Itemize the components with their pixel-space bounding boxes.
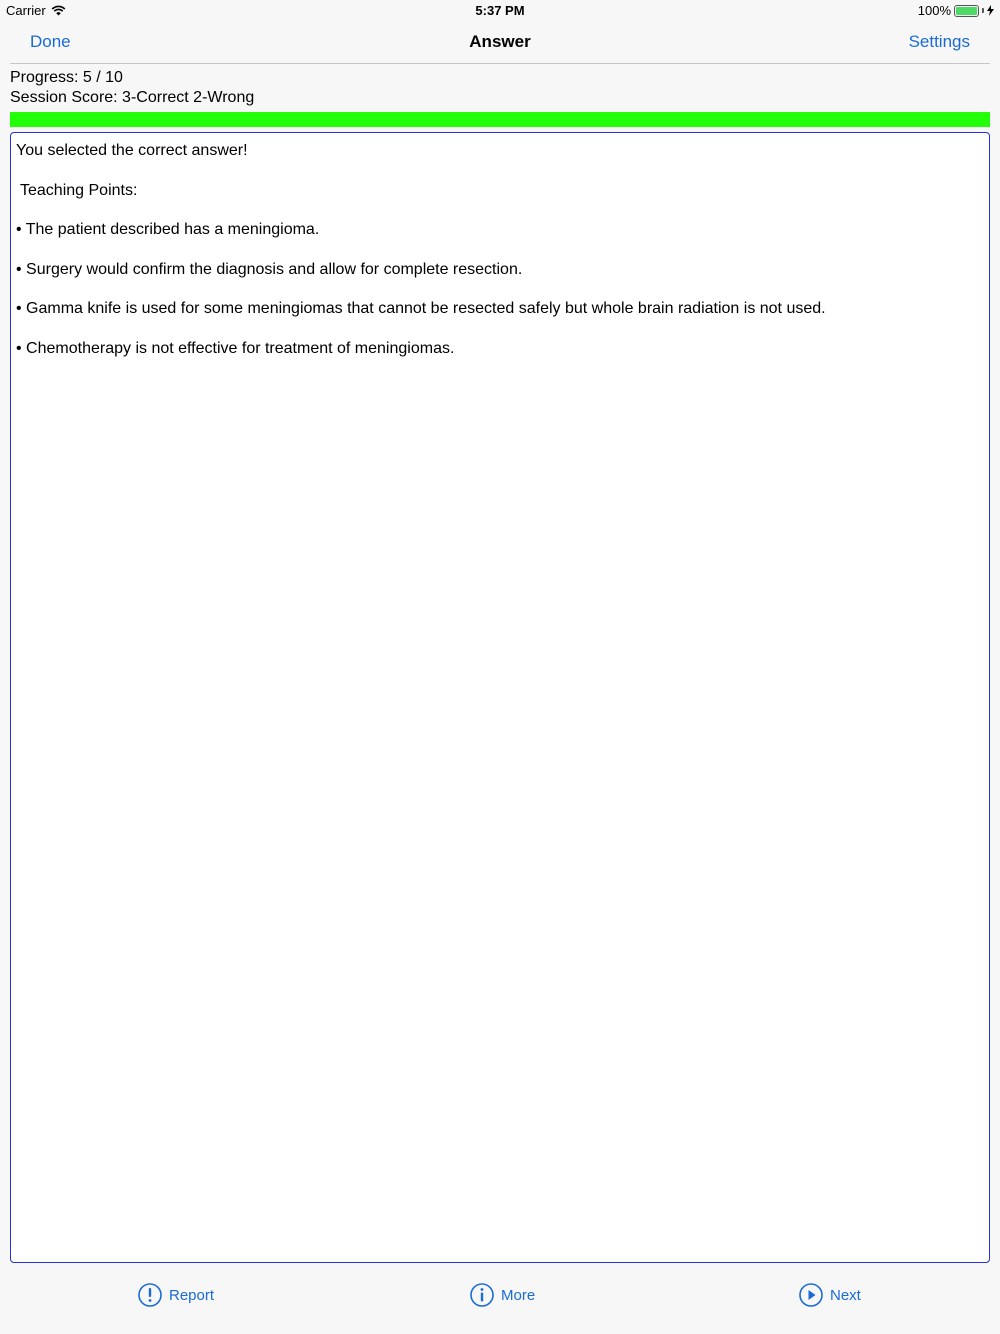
report-label: Report xyxy=(169,1286,215,1304)
navigation-bar xyxy=(10,22,990,64)
session-info xyxy=(10,68,254,108)
next-button[interactable] xyxy=(799,1283,861,1307)
answer-content[interactable] xyxy=(10,132,990,1263)
status-bar xyxy=(0,0,1000,22)
charging-bolt-icon xyxy=(987,5,994,16)
battery-icon xyxy=(954,5,979,17)
teaching-points-heading: Teaching Points: xyxy=(20,181,138,199)
more-label: More xyxy=(501,1286,536,1304)
next-label: Next xyxy=(830,1286,861,1304)
teaching-point: • Gamma knife is used for some meningiomas that cannot be resected safely but whole brain radiation is not used. xyxy=(16,300,826,318)
bottom-toolbar xyxy=(0,1268,1000,1334)
page-title: Answer xyxy=(469,32,531,51)
done-button[interactable]: Done xyxy=(30,32,71,51)
status-time: 5:37 PM xyxy=(475,3,525,18)
battery-percent: 100% xyxy=(917,3,951,18)
teaching-point: • The patient described has a meningioma. xyxy=(16,221,320,239)
exclamation-circle-icon xyxy=(138,1283,162,1307)
report-button[interactable] xyxy=(138,1283,214,1307)
teaching-point: • Surgery would confirm the diagnosis and allow for complete resection. xyxy=(16,260,523,278)
result-message: You selected the correct answer! xyxy=(16,142,248,159)
session-score: Session Score: 3-Correct 2-Wrong xyxy=(10,89,255,106)
progress-label: Progress: 5 / 10 xyxy=(10,69,123,86)
info-circle-icon xyxy=(470,1283,494,1307)
carrier-label: Carrier xyxy=(6,3,46,18)
play-circle-icon xyxy=(799,1283,823,1307)
more-button[interactable] xyxy=(470,1283,535,1307)
progress-bar-fill xyxy=(10,112,990,127)
teaching-point: • Chemotherapy is not effective for treatment of meningiomas. xyxy=(16,339,455,357)
settings-button[interactable]: Settings xyxy=(908,32,970,51)
progress-bar xyxy=(10,112,990,127)
battery-indicator xyxy=(918,3,994,18)
